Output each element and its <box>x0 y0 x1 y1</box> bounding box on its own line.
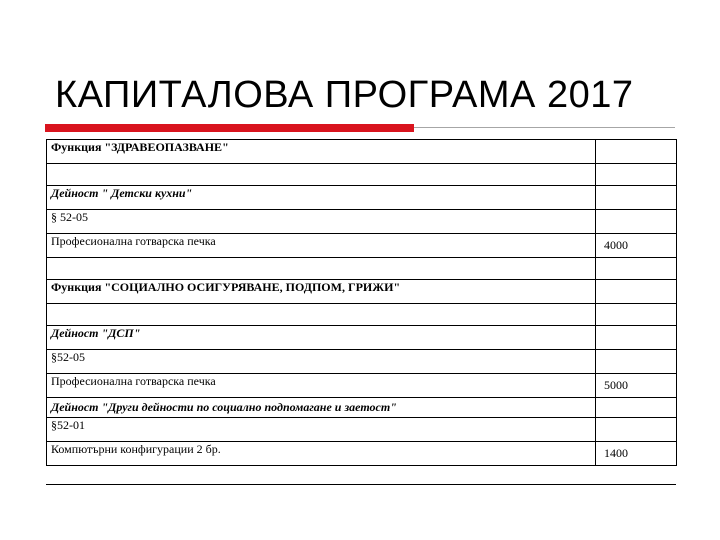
table-row <box>47 258 677 280</box>
table-row <box>47 234 677 258</box>
row-value <box>596 350 677 374</box>
bottom-rule <box>46 484 676 485</box>
table-row <box>47 326 677 350</box>
table-row <box>47 374 677 398</box>
row-value: 1400 <box>596 442 677 466</box>
row-label <box>47 258 596 280</box>
table-row <box>47 210 677 234</box>
page-title: КАПИТАЛОВА ПРОГРАМА 2017 <box>55 74 634 116</box>
row-value <box>596 418 677 442</box>
row-value <box>596 140 677 164</box>
row-label <box>47 164 596 186</box>
row-label <box>47 304 596 326</box>
table-row <box>47 398 677 418</box>
row-value <box>596 304 677 326</box>
title-underline-accent <box>45 124 414 132</box>
table-row <box>47 442 677 466</box>
table-row <box>47 418 677 442</box>
title-underline <box>45 124 675 132</box>
row-label: Функция "ЗДРАВЕОПАЗВАНЕ" <box>47 140 596 164</box>
row-label: Дейност " Детски кухни" <box>47 186 596 210</box>
row-label: Професионална готварска печка <box>47 234 596 258</box>
table-row <box>47 350 677 374</box>
row-value: 4000 <box>596 234 677 258</box>
row-value <box>596 398 677 418</box>
row-value <box>596 186 677 210</box>
row-label: §52-01 <box>47 418 596 442</box>
row-label: Функция "СОЦИАЛНО ОСИГУРЯВАНЕ, ПОДПОМ, ГРИЖИ" <box>47 280 596 304</box>
row-label: Дейност "ДСП" <box>47 326 596 350</box>
table-row <box>47 140 677 164</box>
row-label: Дейност "Други дейности по социално подпомагане и заетост" <box>47 398 596 418</box>
row-value <box>596 210 677 234</box>
row-label: Професионална готварска печка <box>47 374 596 398</box>
row-value <box>596 164 677 186</box>
row-value <box>596 326 677 350</box>
row-label: § 52-05 <box>47 210 596 234</box>
table-row <box>47 304 677 326</box>
table-row <box>47 280 677 304</box>
row-label: Компютърни конфигурации 2 бр. <box>47 442 596 466</box>
row-value: 5000 <box>596 374 677 398</box>
title-underline-line <box>414 127 675 128</box>
capital-program-table <box>46 139 677 466</box>
table-row <box>47 164 677 186</box>
row-value <box>596 258 677 280</box>
row-label: §52-05 <box>47 350 596 374</box>
table-row <box>47 186 677 210</box>
row-value <box>596 280 677 304</box>
